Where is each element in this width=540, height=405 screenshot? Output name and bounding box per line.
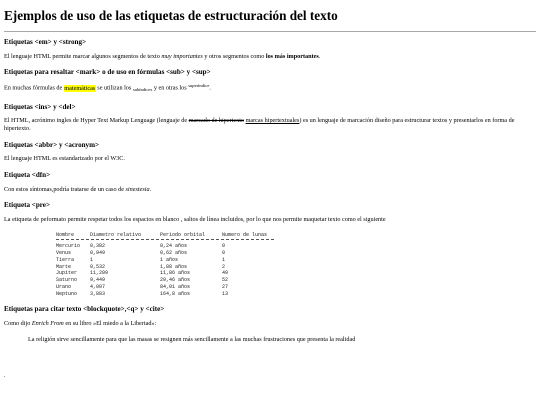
pre-column-header: Periodo orbital: [160, 231, 206, 238]
text-segment: El lenguaje HTML permite marcar algunos segmentos de texto: [4, 52, 162, 60]
pre-row: [56, 264, 536, 271]
pre-cell: 27: [222, 283, 229, 290]
pre-cell: 3,883: [90, 290, 106, 297]
section-ins-del: [4, 103, 536, 133]
trailing-dot: .: [4, 373, 6, 379]
text-segment: ) es un lenguaje de marcación diseño para estructurar textos y presentarlos en forma de hipertexto.: [4, 117, 515, 133]
pre-column-header: Numero de lunas: [222, 231, 268, 238]
pre-cell: 1,88 años: [160, 263, 188, 270]
heading-em-strong: Etiquetas <em> y <strong>: [4, 38, 87, 47]
pre-row: [56, 284, 536, 291]
pre-cell: 11,209: [90, 270, 109, 277]
pre-cell: 13: [222, 290, 229, 297]
preformatted-table: [56, 232, 536, 298]
pre-cell: Neptuno: [56, 290, 78, 297]
pre-cell: 0: [222, 243, 226, 250]
highlighted-text: matemáticas: [64, 84, 96, 92]
section-em-strong: [4, 38, 536, 60]
cite-author: Enrich From: [31, 319, 64, 327]
pre-cell: 84,01 años: [160, 283, 191, 290]
pre-cell: 1 años: [160, 256, 179, 263]
paragraph-abbr: [4, 155, 536, 163]
pre-column-header: Nombre: [56, 231, 75, 238]
text-segment: .: [318, 52, 321, 60]
emphasis-text: muy importantes: [161, 52, 203, 60]
superscript-text: superíndice: [188, 82, 210, 88]
definition-term: sinestesia: [125, 185, 150, 193]
section-dfn: [4, 171, 536, 193]
paragraph-mark-sub-sup: [4, 83, 536, 93]
heading-mark-sub-sup: Etiquetas para resaltar <mark> o de uso en fórmulas <sub> y <sup>: [4, 68, 211, 77]
pre-cell: 1: [90, 256, 94, 263]
pre-cell: Venus: [56, 250, 72, 257]
text-segment: .: [209, 84, 211, 92]
pre-cell: 164,8 años: [160, 290, 191, 297]
text-segment: Como dijo: [4, 319, 32, 327]
pre-cell: Mercurio: [56, 243, 81, 250]
section-quotes: [4, 305, 536, 343]
section-mark-sub-sup: [4, 68, 536, 92]
pre-cell: 2: [222, 263, 226, 270]
pre-row: [56, 243, 536, 250]
paragraph-em-strong: [4, 53, 536, 61]
pre-cell: 0,949: [90, 250, 106, 257]
paragraph-quote-intro: [4, 320, 536, 328]
pre-cell: 0: [222, 250, 226, 257]
abbreviation-text: W3C: [110, 155, 124, 163]
paragraph-pre: La etiqueta de peformato permite respetar todos los espacios en blanco , saltos de línea incluidos, por lo que nos permite maquetar texto como el siguiente: [4, 215, 386, 223]
pre-row: [56, 257, 536, 264]
page-title: Ejemplos de uso de las etiquetas de estructuración del texto: [4, 8, 338, 23]
pre-cell: Tierra: [56, 256, 75, 263]
pre-cell: Marte: [56, 263, 72, 270]
subscript-text: subíndices: [132, 87, 153, 93]
text-segment: El HTML, acrónimo ingles de Hyper Text Markup Lenguage (lenguaje de: [4, 117, 189, 125]
pre-row: [56, 250, 536, 257]
pre-cell: 49: [222, 270, 229, 277]
pre-rule: [56, 239, 274, 241]
text-segment: Con estos síntomas,podría tratarse de un caso de: [4, 185, 126, 193]
text-segment: .: [123, 155, 125, 163]
text-segment: y en otras los: [152, 84, 189, 92]
deleted-text: marcado de hipertexto: [188, 117, 245, 125]
heading-pre: Etiqueta <pre>: [4, 201, 50, 210]
pre-cell: 1: [222, 256, 226, 263]
text-segment: El lenguaje HTML es estandarizado por el: [4, 155, 111, 163]
pre-row: [56, 291, 536, 298]
section-pre: [4, 201, 536, 297]
pre-cell: Saturno: [56, 277, 78, 284]
paragraph-dfn: [4, 186, 536, 194]
text-segment: .: [149, 185, 152, 193]
pre-row: [56, 270, 536, 277]
pre-cell: 11,86 años: [160, 270, 191, 277]
heading-ins-del: Etiquetas <ins> y <del>: [4, 102, 76, 111]
heading-abbr-acronym: Etiquetas <abbr> y <acronym>: [4, 140, 100, 149]
pre-cell: 0,62 años: [160, 250, 188, 257]
title-divider: [4, 31, 536, 32]
text-segment: en su libro »El miedo a la Libertad»:: [63, 319, 157, 327]
heading-dfn: Etiqueta <dfn>: [4, 171, 51, 180]
pre-cell: 0,532: [90, 263, 106, 270]
strong-text: los más importantes: [265, 52, 319, 60]
pre-cell: Urano: [56, 283, 72, 290]
section-abbr-acronym: [4, 141, 536, 163]
pre-cell: 0,24 años: [160, 243, 188, 250]
heading-quotes: Etiquetas para citar texto <blockquote>,<q> y <cite>: [4, 305, 165, 314]
paragraph-ins-del: [4, 117, 536, 133]
pre-cell: 9,449: [90, 277, 106, 284]
pre-header-row: [56, 232, 536, 239]
pre-cell: 0,382: [90, 243, 106, 250]
pre-cell: 4,007: [90, 283, 106, 290]
pre-column-header: Diametro relativo: [90, 231, 142, 238]
pre-cell: 29,46 años: [160, 277, 191, 284]
text-segment: En muchas fórmulas de: [4, 84, 64, 92]
blockquote: La religión sirve sencillamente para que las masas se resignen más sencillamente a las muchas frustraciones que presenta la realidad: [28, 335, 356, 343]
text-segment: se utilizan los: [95, 84, 133, 92]
text-segment: y otros segmentos como: [202, 52, 266, 60]
pre-row: [56, 277, 536, 284]
pre-cell: Jupiter: [56, 270, 78, 277]
pre-body: [56, 243, 536, 297]
inserted-text: marcas hipertextuales: [245, 117, 300, 125]
pre-cell: 52: [222, 277, 229, 284]
